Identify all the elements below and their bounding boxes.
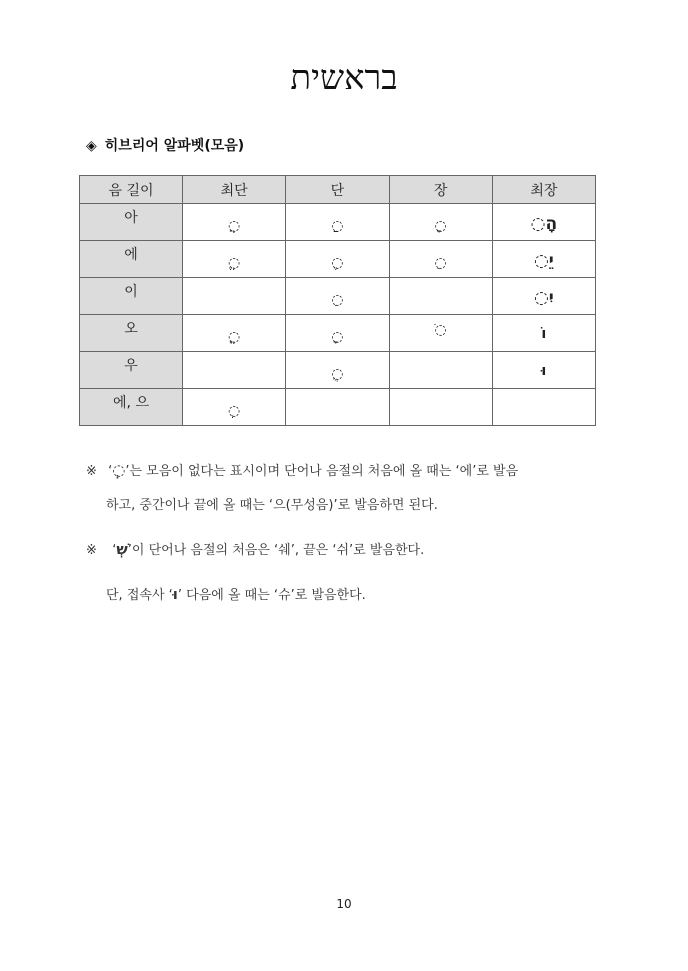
table-row <box>80 241 596 278</box>
column-header: 최단 <box>183 176 286 204</box>
table-row <box>80 204 596 241</box>
shin-glyph: שְׁ <box>116 540 128 558</box>
page-number: 10 <box>336 897 352 911</box>
vowel-cell: ֲ◌ <box>228 217 241 234</box>
vowel-cell: יֵ◌ <box>533 250 554 271</box>
row-label: 에, 으 <box>80 389 183 426</box>
vav-glyph: וּ <box>172 585 178 603</box>
vowel-cell: וּ <box>541 360 547 379</box>
section-heading-text: 히브리어 알파벳(모음) <box>104 138 245 154</box>
table-row <box>80 352 596 389</box>
column-header: 음 길이 <box>80 176 183 204</box>
row-label: 이 <box>80 278 183 315</box>
row-label: 아 <box>80 204 183 241</box>
vowel-cell: ִ◌ <box>331 291 344 308</box>
table-row <box>80 278 596 315</box>
row-label: 우 <box>80 352 183 389</box>
section-heading <box>86 135 244 155</box>
vowel-cell: ֱ◌ <box>228 254 241 271</box>
vowel-cell: הָ◌ <box>530 213 558 234</box>
sheva-glyph: ְ◌ <box>112 461 126 479</box>
vowel-cell: ֶ◌ <box>331 254 344 271</box>
note-text: ’이 단어나 음절의 처음은 ‘쉐’, 끝은 ‘쉬’로 발음한다. <box>127 543 425 558</box>
note-sheva: ※ ‘ְ◌’는 모음이 없다는 표시이며 단어나 음절의 처음에 올 때는 ‘에’로 발음 <box>86 461 519 479</box>
vowel-cell: יִ◌ <box>533 287 554 308</box>
note-text: ’는 모음이 없다는 표시이며 단어나 음절의 처음에 올 때는 ‘에’로 발음 <box>125 464 519 479</box>
column-header: 단 <box>286 176 389 204</box>
table-row <box>80 315 596 352</box>
note-sheva-continued: 하고, 중간이나 끝에 올 때는 ‘으(무성음)’로 발음하면 된다. <box>106 498 438 513</box>
vowel-cell: ַ◌ <box>331 217 344 234</box>
diamond-bullet-icon: ◈ <box>86 138 97 154</box>
note-text: ’ 다음에 올 때는 ‘슈’로 발음한다. <box>177 588 366 603</box>
vowel-table <box>79 175 596 426</box>
reference-mark: ※ <box>86 543 97 558</box>
vowel-cell: ֻ◌ <box>331 365 344 382</box>
note-shin: ※ ‘שְׁ’이 단어나 음절의 처음은 ‘쉐’, 끝은 ‘쉬’로 발음한다. <box>86 540 425 558</box>
vowel-cell: ְ◌ <box>228 402 241 419</box>
table-row <box>80 389 596 426</box>
reference-mark: ※ <box>86 464 97 479</box>
page-title: בראשית <box>290 58 398 98</box>
note-shin-continued <box>106 585 606 605</box>
note-text: 단, 접속사 ‘ <box>106 588 173 603</box>
vowel-cell: ָ◌ <box>331 328 344 345</box>
column-header: 최장 <box>492 176 595 204</box>
vowel-cell: ֳ◌ <box>228 328 241 345</box>
column-header: 장 <box>389 176 492 204</box>
vowel-cell: וֹ <box>541 323 547 342</box>
row-label: 에 <box>80 241 183 278</box>
vowel-cell: ֵ◌ <box>434 254 447 271</box>
vowel-cell: ֹ◌ <box>434 321 447 338</box>
table-header-row <box>80 176 596 204</box>
row-label: 오 <box>80 315 183 352</box>
vowel-cell: ָ◌ <box>434 217 447 234</box>
